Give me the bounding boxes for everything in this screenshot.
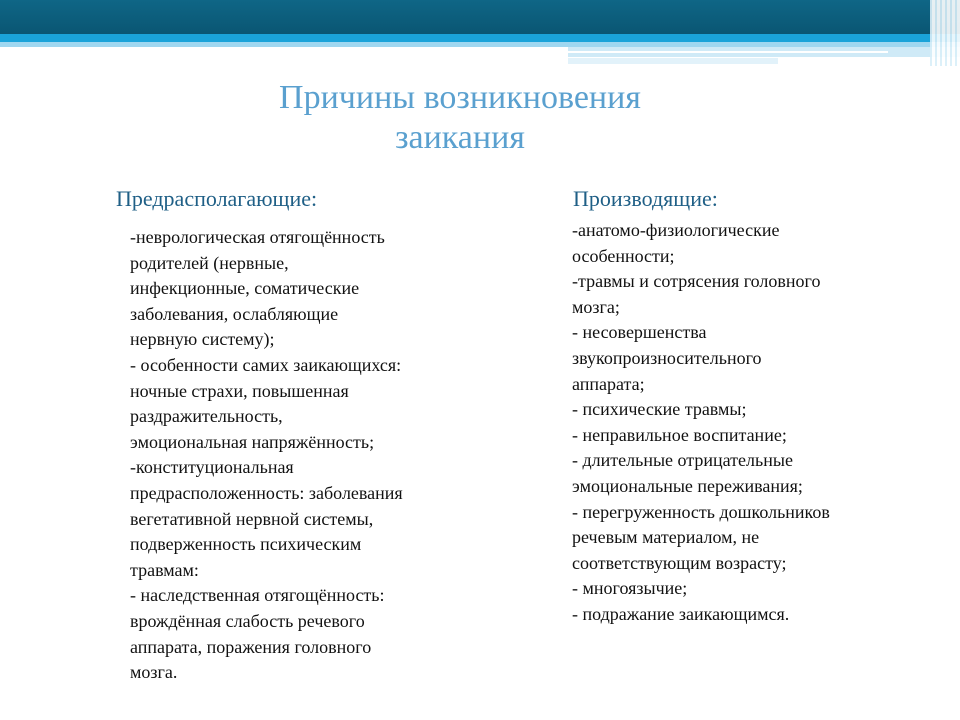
text-line: врождённая слабость речевого — [130, 610, 365, 631]
text-line: аппарата; — [572, 373, 645, 394]
text-line: раздражительность, — [130, 406, 283, 427]
text-line: - многоязычие; — [572, 578, 688, 599]
text-line: звукопроизносительного — [572, 347, 762, 368]
text-line: ночные страхи, повышенная — [130, 380, 349, 401]
text-line: - наследственная отягощённость: — [130, 585, 385, 606]
text-line: вегетативной нервной системы, — [130, 508, 374, 529]
text-line: заболевания, ослабляющие — [130, 303, 339, 324]
text-line: -конституциональная — [130, 457, 294, 478]
slide-title — [200, 78, 720, 158]
text-line: подверженность психическим — [130, 534, 362, 555]
text-line: -травмы и сотрясения головного — [572, 271, 821, 292]
header-divider-line — [568, 51, 888, 53]
header-band — [0, 0, 960, 34]
text-line: травмам: — [130, 559, 199, 580]
text-line: - подражание заикающимся. — [572, 603, 790, 624]
text-line: -неврологическая отягощённость — [130, 227, 385, 247]
text-line: эмоциональные переживания; — [572, 475, 803, 496]
text-line: мозга. — [130, 662, 178, 683]
corner-accent — [930, 0, 960, 66]
text-line: - несовершенства — [572, 322, 707, 343]
text-line: речевым материалом, не — [572, 527, 760, 548]
text-line: предрасположенность: заболевания — [130, 482, 403, 503]
text-line: родителей (нервные, — [130, 252, 289, 273]
text-line: - особенности самих заикающихся: — [130, 354, 402, 375]
text-line: - психические травмы; — [572, 399, 747, 420]
text-line: -анатомо-физиологические — [572, 220, 780, 240]
header-stripe-faint — [568, 58, 778, 64]
right-column-heading: Производящие: — [573, 186, 718, 211]
text-line: инфекционные, соматические — [130, 278, 360, 299]
text-line: - длительные отрицательные — [572, 450, 793, 471]
text-line: - неправильное воспитание; — [572, 424, 787, 445]
title-line: заикания — [395, 119, 525, 156]
title-line: Причины возникновения — [279, 79, 641, 116]
left-column-text — [130, 225, 530, 686]
header-stripe — [0, 34, 960, 42]
left-column-heading: Предрасполагающие: — [116, 186, 318, 211]
text-line: соответствующим возрасту; — [572, 552, 787, 573]
text-line: - перегруженность дошкольников — [572, 501, 830, 522]
right-column-text — [572, 218, 952, 628]
text-line: нервную систему); — [130, 329, 275, 350]
text-line: эмоциональная напряжённость; — [130, 431, 375, 452]
text-line: аппарата, поражения головного — [130, 636, 372, 657]
text-line: особенности; — [572, 245, 675, 266]
text-line: мозга; — [572, 296, 620, 317]
